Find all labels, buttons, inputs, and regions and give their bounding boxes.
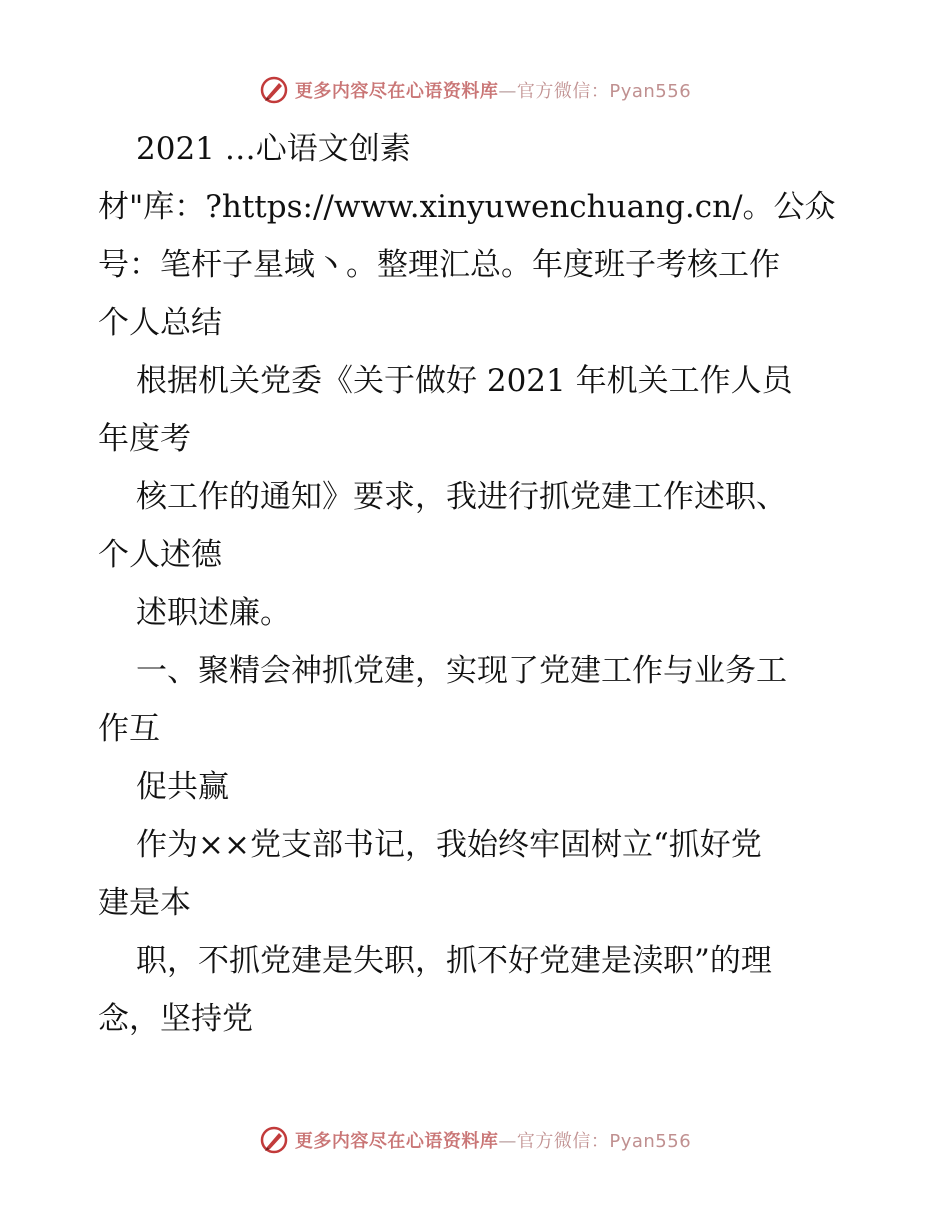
footer-banner: [0, 1120, 950, 1160]
header-banner-text: [295, 77, 691, 103]
doc-line: 建是本: [98, 885, 191, 921]
footer-banner-text: [295, 1127, 691, 1153]
header-banner: [0, 70, 950, 110]
doc-line: 号：笔杆子星域丶。整理汇总。年度班子考核工作: [98, 247, 780, 283]
feather-pen-logo-icon: [259, 1125, 289, 1155]
doc-line: 2021 …心语文创素: [136, 131, 411, 167]
footer-contact-text: 官方微信：Pyan556: [516, 1131, 692, 1152]
doc-line: 年度考: [98, 421, 191, 457]
doc-line: 一、聚精会神抓党建，实现了党建工作与业务工: [136, 653, 787, 689]
header-brand-text: 更多内容尽在心语资料库: [294, 81, 499, 102]
footer-brand-text: 更多内容尽在心语资料库: [294, 1131, 499, 1152]
feather-pen-logo-icon: [259, 75, 289, 105]
doc-line: 作互: [98, 711, 160, 747]
doc-line: 核工作的通知》要求，我进行抓党建工作述职、: [136, 479, 787, 515]
doc-line: 念，坚持党: [98, 1001, 253, 1037]
doc-line: 个人总结: [98, 305, 222, 341]
doc-line: 职，不抓党建是失职，抓不好党建是渎职”的理: [136, 943, 772, 979]
doc-line: 根据机关党委《关于做好 2021 年机关工作人员: [136, 363, 793, 399]
doc-line: 材"库：?https://www.xinyuwenchuang.cn/。公众: [98, 189, 836, 225]
footer-separator: —: [498, 1131, 517, 1152]
header-contact-text: 官方微信：Pyan556: [516, 81, 692, 102]
header-separator: —: [498, 81, 517, 102]
doc-line: 个人述德: [98, 537, 222, 573]
doc-line: 作为××党支部书记，我始终牢固树立“抓好党: [136, 827, 762, 863]
doc-line: 促共赢: [136, 769, 229, 805]
document-body: [98, 120, 858, 1048]
doc-line: 述职述廉。: [136, 595, 291, 631]
